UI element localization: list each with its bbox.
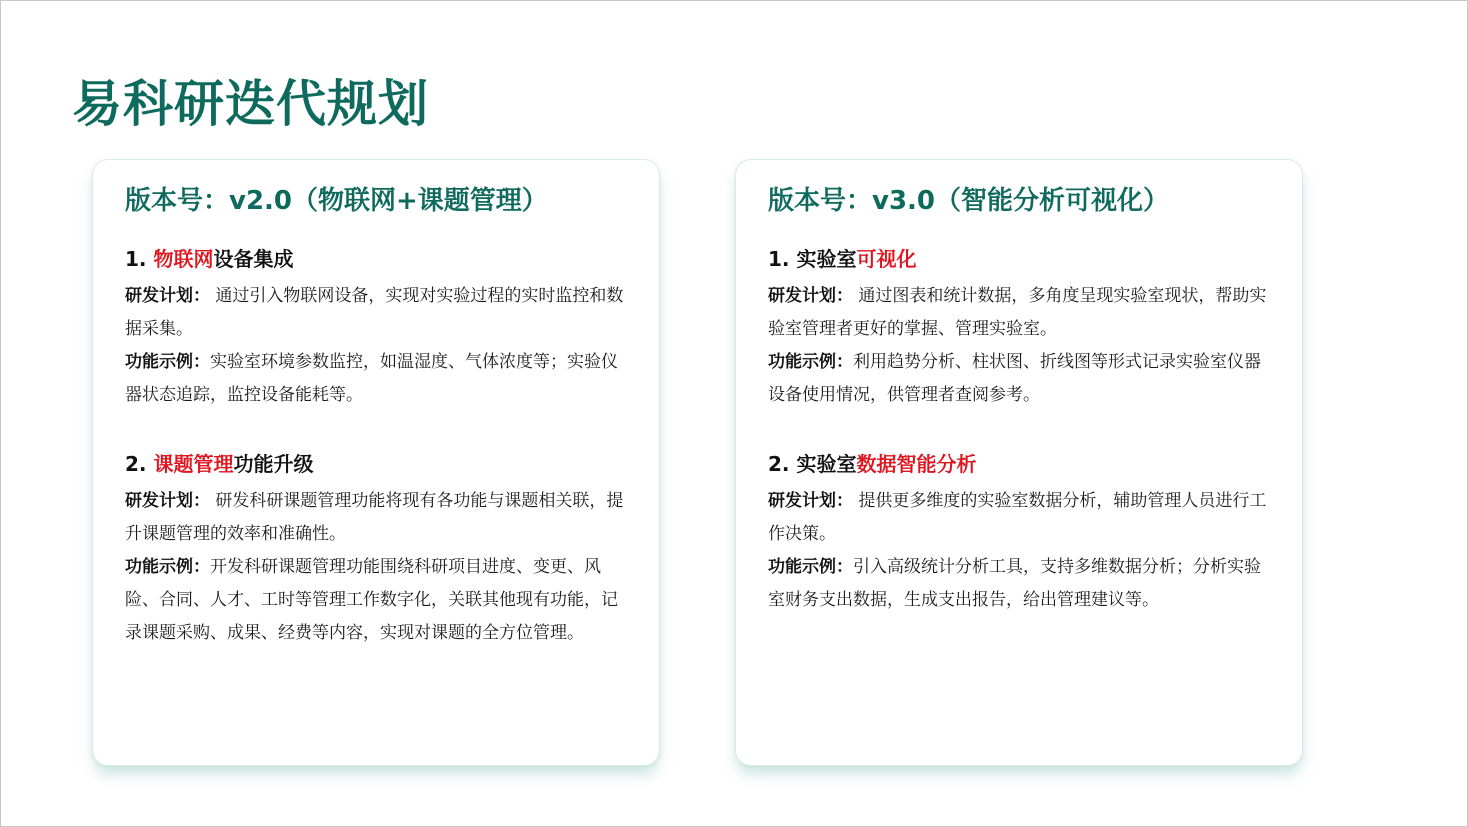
example-label: 功能示例：: [768, 352, 853, 372]
plan-paragraph: [768, 280, 1272, 346]
page-title: 易科研迭代规划: [72, 74, 429, 133]
section-title: [125, 243, 629, 272]
example-label: 功能示例：: [768, 557, 853, 577]
example-paragraph: [768, 551, 1272, 617]
example-label: 功能示例：: [125, 557, 210, 577]
section-title-prefix: 实验室: [796, 247, 857, 271]
section-title-rest: 功能升级: [233, 452, 314, 476]
plan-label: 研发计划：: [768, 491, 853, 511]
section-title: [768, 243, 1272, 272]
version-card-v3: [735, 159, 1303, 766]
section-lab-data-analysis: [768, 448, 1272, 617]
plan-paragraph: [125, 485, 629, 551]
example-text: 引入高级统计分析工具，支持多维数据分析；分析实验室财务支出数据，生成支出报告，给出管理建议等。: [768, 557, 1261, 610]
plan-text: 研发科研课题管理功能将现有各功能与课题相关联，提升课题管理的效率和准确性。: [125, 491, 624, 544]
example-text: 实验室环境参数监控，如温湿度、气体浓度等；实验仪器状态追踪，监控设备能耗等。: [125, 352, 618, 405]
example-paragraph: [768, 346, 1272, 412]
example-paragraph: [125, 346, 629, 412]
section-number: 2.: [768, 452, 797, 476]
section-title: [768, 448, 1272, 477]
section-title-prefix: 实验室: [796, 452, 857, 476]
example-text: 利用趋势分析、柱状图、折线图等形式记录实验室仪器设备使用情况，供管理者查阅参考。: [768, 352, 1261, 405]
section-number: 2.: [125, 452, 154, 476]
section-project-management: [125, 448, 629, 650]
version-card-v2: [92, 159, 660, 766]
section-highlight: 数据智能分析: [856, 452, 977, 476]
section-number: 1.: [768, 247, 797, 271]
section-number: 1.: [125, 247, 154, 271]
section-title: [125, 448, 629, 477]
section-lab-visualization: [768, 243, 1272, 412]
example-paragraph: [125, 551, 629, 650]
section-highlight: 物联网: [153, 247, 214, 271]
plan-paragraph: [768, 485, 1272, 551]
section-highlight: 课题管理: [153, 452, 234, 476]
plan-label: 研发计划：: [125, 491, 210, 511]
card-heading: 版本号：v3.0（智能分析可视化）: [768, 186, 1170, 216]
plan-text: 提供更多维度的实验室数据分析，辅助管理人员进行工作决策。: [768, 491, 1267, 544]
plan-paragraph: [125, 280, 629, 346]
plan-text: 通过图表和统计数据，多角度呈现实验室现状，帮助实验室管理者更好的掌握、管理实验室。: [768, 286, 1267, 339]
card-heading: 版本号：v2.0（物联网+课题管理）: [125, 186, 548, 216]
plan-label: 研发计划：: [125, 286, 210, 306]
section-iot-integration: [125, 243, 629, 412]
example-label: 功能示例：: [125, 352, 210, 372]
plan-label: 研发计划：: [768, 286, 853, 306]
section-highlight: 可视化: [856, 247, 917, 271]
example-text: 开发科研课题管理功能围绕科研项目进度、变更、风险、合同、人才、工时等管理工作数字化，关联其他现有功能，记录课题采购、成果、经费等内容，实现对课题的全方位管理。: [125, 557, 618, 643]
section-title-rest: 设备集成: [213, 247, 294, 271]
plan-text: 通过引入物联网设备，实现对实验过程的实时监控和数据采集。: [125, 286, 624, 339]
